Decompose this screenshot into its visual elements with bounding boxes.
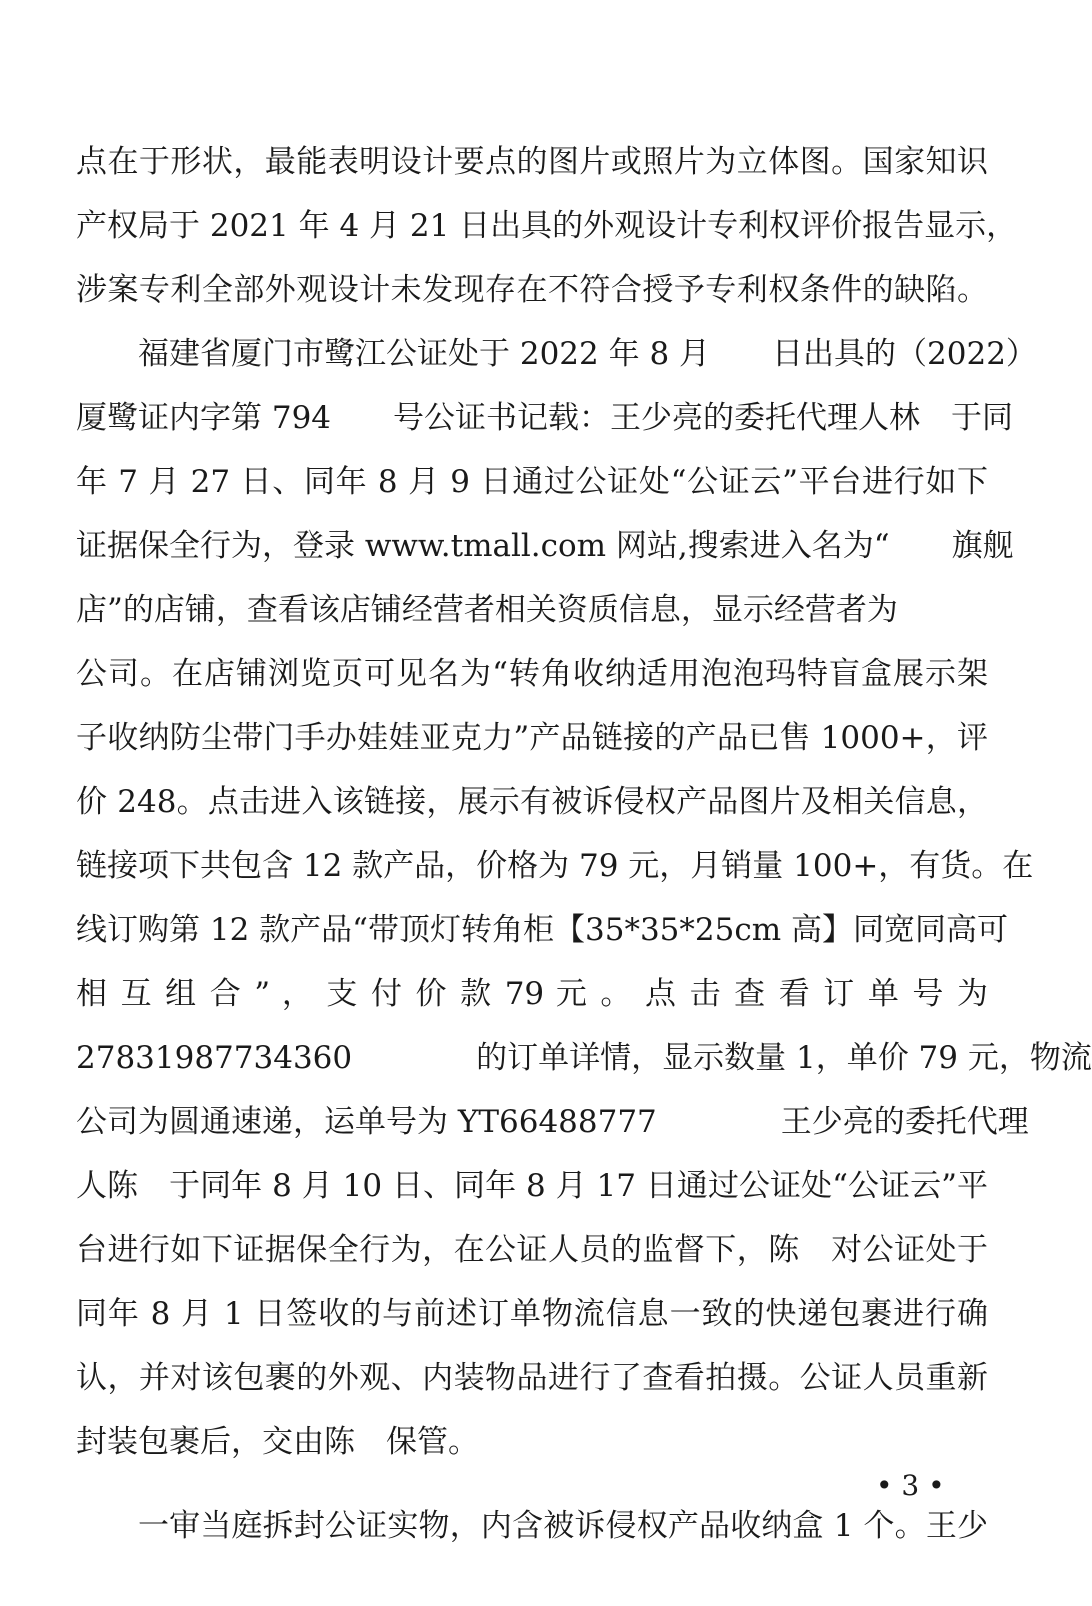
text-line: 线订购第 12 款产品“带顶灯转角柜【35*35*25cm 高】同宽同高可	[76, 912, 1008, 948]
text-line: 链接项下共包含 12 款产品，价格为 79 元，月销量 100+，有货。在	[76, 848, 1034, 884]
text-line: 封装包裹后，交由陈 保管。	[76, 1424, 479, 1460]
text-line: 涉案专利全部外观设计未发现存在不符合授予专利权条件的缺陷。	[76, 272, 988, 308]
text-line: 证据保全行为，登录 www.tmall.com 网站,搜索进入名为“ 旗舰	[76, 528, 1014, 564]
paragraph-start-line: 一审当庭拆封公证实物，内含被诉侵权产品收纳盒 1 个。王少	[138, 1508, 988, 1544]
text-line: 年 7 月 27 日、同年 8 月 9 日通过公证处“公证云”平台进行如下	[76, 464, 988, 500]
text-line: 厦鹭证内字第 794 号公证书记载：王少亮的委托代理人林 于同	[76, 400, 1014, 436]
text-line: 点在于形状，最能表明设计要点的图片或照片为立体图。国家知识	[76, 144, 988, 180]
text-line: 公司。在店铺浏览页可见名为“转角收纳适用泡泡玛特盲盒展示架	[76, 656, 988, 692]
text-line: 认，并对该包裹的外观、内装物品进行了查看拍摄。公证人员重新	[76, 1360, 988, 1396]
text-line: 店”的店铺，查看该店铺经营者相关资质信息，显示经营者为	[76, 592, 898, 628]
paragraph-start-line: 福建省厦门市鹭江公证处于 2022 年 8 月 日出具的（2022）	[138, 336, 1037, 372]
text-line: 公司为圆通速递，运单号为 YT66488777 王少亮的委托代理	[76, 1104, 1029, 1140]
text-line: 人陈 于同年 8 月 10 日、同年 8 月 17 日通过公证处“公证云”平	[76, 1168, 988, 1204]
text-line: 产权局于 2021 年 4 月 21 日出具的外观设计专利权评价报告显示，	[76, 208, 1018, 244]
text-line: 27831987734360 的订单详情，显示数量 1，单价 79 元，物流	[76, 1040, 1092, 1076]
page-number: • 3 •	[876, 1469, 945, 1502]
text-line: 同年 8 月 1 日签收的与前述订单物流信息一致的快递包裹进行确	[76, 1296, 988, 1332]
text-line: 价 248。点击进入该链接，展示有被诉侵权产品图片及相关信息，	[76, 784, 988, 820]
text-line: 子收纳防尘带门手办娃娃亚克力”产品链接的产品已售 1000+，评	[76, 720, 988, 756]
text-line: 台进行如下证据保全行为，在公证人员的监督下，陈 对公证处于	[76, 1232, 988, 1268]
text-line: 相 互 组 合 ” ， 支 付 价 款 79 元 。 点 击 查 看 订 单 号 为	[76, 976, 988, 1012]
